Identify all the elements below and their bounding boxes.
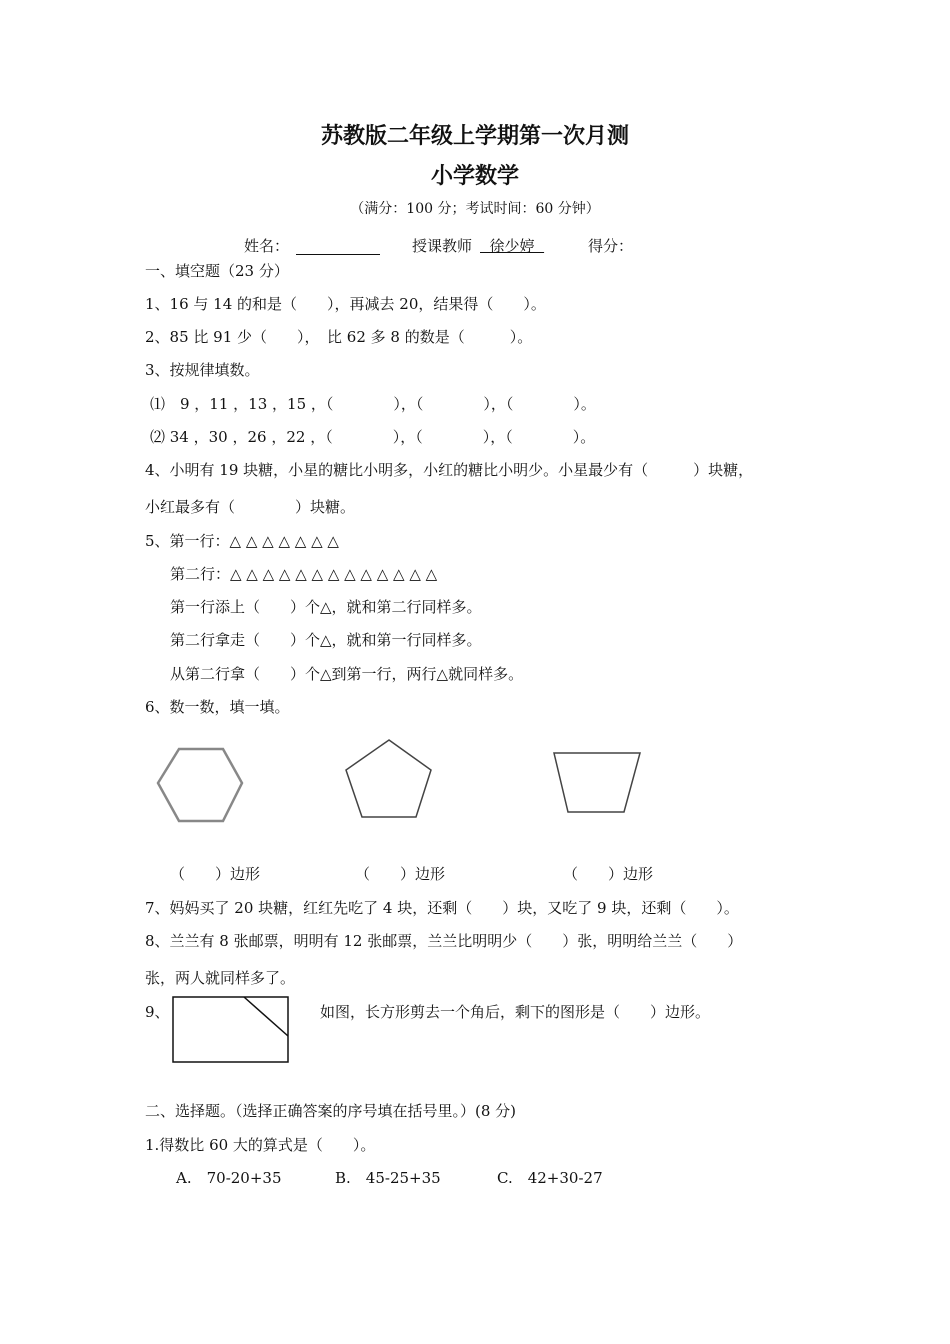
question-2: 2、85 比 91 少（ ）， 比 62 多 8 的数是（ ）。 (145, 328, 533, 346)
question-5-a: 第一行添上（ ）个△，就和第二行同样多。 (170, 598, 482, 616)
exam-title: 苏教版二年级上学期第一次月测 (320, 124, 629, 149)
score-time-info: （满分：100 分；考试时间：60 分钟） (350, 201, 600, 217)
choice-question-1: 1.得数比 60 大的算式是（ ）。 (145, 1136, 376, 1154)
question-5-row2: 第二行：△ △ △ △ △ △ △ △ △ △ △ △ △ (170, 565, 438, 583)
shape-label-1: （ ）边形 (170, 865, 261, 883)
question-8-line1: 8、兰兰有 8 张邮票，明明有 12 张邮票，兰兰比明明少（ ）张，明明给兰兰（ ） (145, 932, 743, 950)
pentagon-shape (340, 735, 440, 825)
exam-subtitle: 小学数学 (430, 164, 519, 189)
question-1: 1、16 与 14 的和是（ ），再减去 20，结果得（ ）。 (145, 295, 546, 313)
shape-label-3: （ ）边形 (563, 865, 654, 883)
option-b: B. 45-25+35 (335, 1169, 441, 1187)
trapezoid-shape (550, 748, 650, 818)
question-3: 3、按规律填数。 (145, 361, 260, 379)
question-5-row1: 5、第一行：△ △ △ △ △ △ △ (145, 532, 339, 550)
section2-heading: 二、选择题。（选择正确答案的序号填在括号里。）(8 分) (145, 1102, 517, 1120)
question-3-part1: ⑴ 9 ，11 ，13 ，15 ，（ ），（ ），（ ）。 (150, 395, 596, 413)
question-9-text: 如图，长方形剪去一个角后，剩下的图形是（ ）边形。 (320, 1003, 711, 1021)
hexagon-shape (150, 740, 250, 830)
name-blank[interactable] (296, 236, 380, 255)
question-4-line2: 小红最多有（ ）块糖。 (145, 498, 356, 516)
question-4-line1: 4、小明有 19 块糖，小星的糖比小明多，小红的糖比小明少。小星最少有（ ）块糖， (145, 461, 754, 479)
rectangle-cut-corner-figure (172, 996, 290, 1064)
question-9-number: 9、 (145, 1003, 170, 1021)
option-a: A. 70-20+35 (176, 1169, 282, 1187)
question-5-c: 从第二行拿（ ）个△到第一行，两行△就同样多。 (170, 665, 524, 683)
question-3-part2: ⑵ 34 ，30 ，26 ，22 ，（ ），（ ），（ ）。 (150, 428, 596, 446)
option-c: C. 42+30-27 (497, 1169, 603, 1187)
question-5-b: 第二行拿走（ ）个△，就和第一行同样多。 (170, 631, 482, 649)
teacher-name: 徐少婷 (480, 237, 545, 255)
score-label: 得分： (588, 237, 634, 255)
teacher-label: 授课教师 (412, 237, 473, 255)
question-7: 7、妈妈买了 20 块糖，红红先吃了 4 块，还剩（ ）块，又吃了 9 块，还剩（ ）。 (145, 899, 739, 917)
section1-heading: 一、填空题（23 分） (145, 262, 289, 280)
name-label: 姓名： (244, 237, 290, 255)
question-6: 6、数一数，填一填。 (145, 698, 290, 716)
shape-label-2: （ ）边形 (355, 865, 446, 883)
question-8-line2: 张，两人就同样多了。 (145, 969, 296, 987)
